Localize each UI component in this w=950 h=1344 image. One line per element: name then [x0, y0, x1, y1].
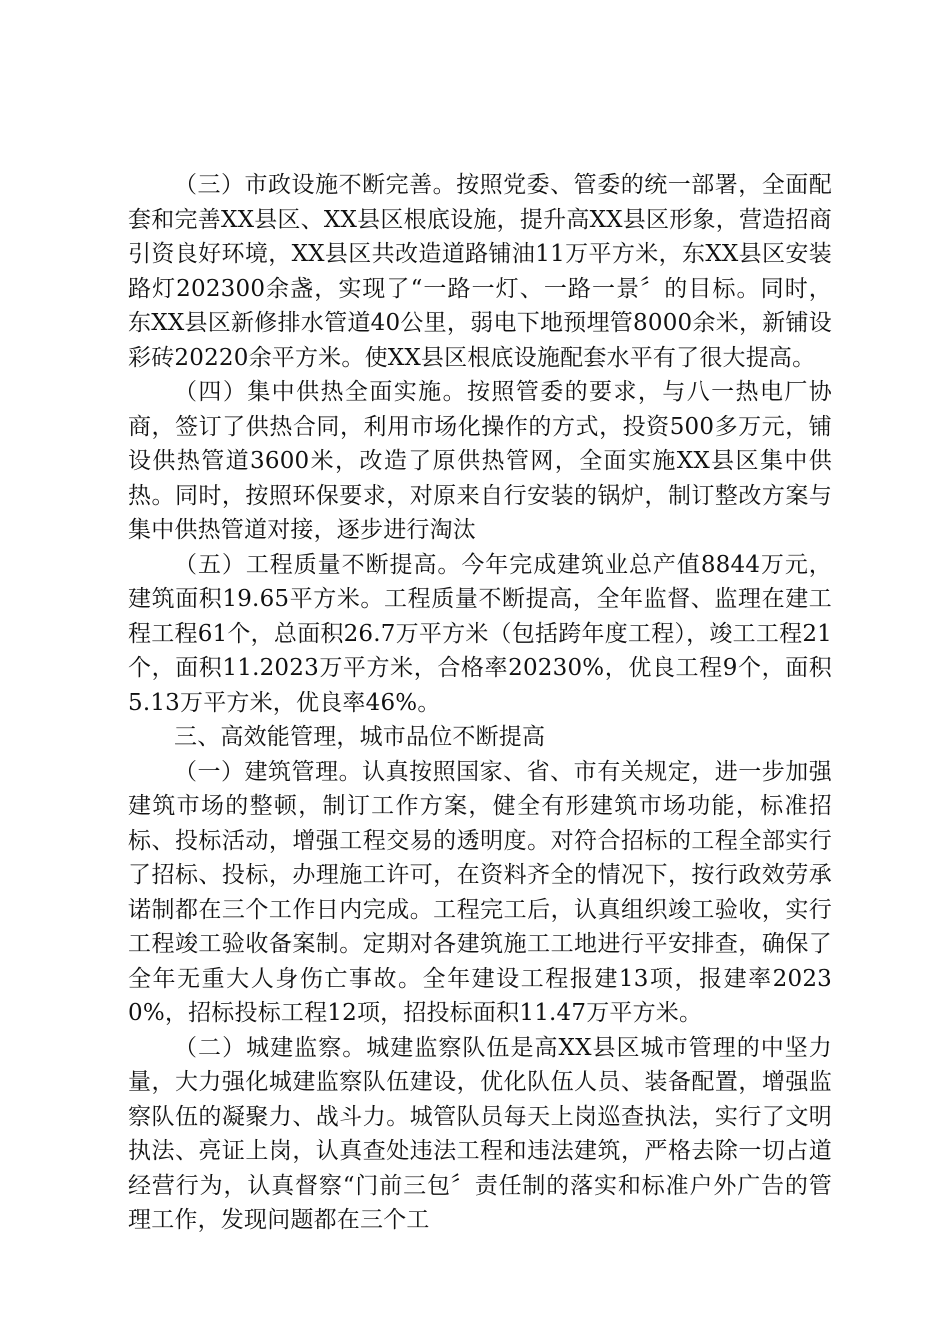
section-heading: 三、高效能管理，城市品位不断提高 [174, 724, 546, 750]
paragraph-municipal-facilities: （三）市政设施不断完善。按照党委、管委的统一部署，全面配套和完善XX县区、XX县区根底设施，提升高XX县区形象，营造招商引资良好环境，XX县区共改造道路铺油11万平方米，东XX县区安装路灯202300余盏，实现了“一路一灯、一路一景〞的目标。同时，东XX县区新修排水管道40公里，弱电下地预埋管8000余米，新铺设彩砖20220余平方米。使XX县区根底设施配套水平有了很大提高。 [128, 172, 832, 371]
paragraph-central-heating: （四）集中供热全面实施。按照管委的要求，与八一热电厂协商，签订了供热合同，利用市场化操作的方式，投资500多万元，铺设供热管道3600米，改造了原供热管网，全面实施XX县区集中供热。同时，按照环保要求，对原来自行安装的锅炉，制订整改方案与集中供热管道对接，逐步进行淘汰 [128, 379, 832, 543]
paragraph-urban-supervision: （二）城建监察。城建监察队伍是高XX县区城市管理的中坚力量，大力强化城建监察队伍建设，优化队伍人员、装备配置，增强监察队伍的凝聚力、战斗力。城管队员每天上岗巡查执法，实行了文明执法、亮证上岗，认真查处违法工程和违法建筑，严格去除一切占道经营行为，认真督察“门前三包〞责任制的落实和标准户外广告的管理工作，发现问题都在三个工 [128, 1034, 832, 1233]
document-body [128, 168, 832, 1238]
paragraph-construction-management: （一）建筑管理。认真按照国家、省、市有关规定，进一步加强建筑市场的整顿，制订工作方案，健全有形建筑市场功能，标准招标、投标活动，增强工程交易的透明度。对符合招标的工程全部实行了招标、投标，办理施工许可，在资料齐全的情况下，按行政效劳承诺制都在三个工作日内完成。工程完工后，认真组织竣工验收，实行工程竣工验收备案制。定期对各建筑施工工地进行平安排查，确保了全年无重大人身伤亡事故。全年建设工程报建13项，报建率20230%，招标投标工程12项，招投标面积11.47万平方米。 [128, 758, 832, 1026]
paragraph-engineering-quality: （五）工程质量不断提高。今年完成建筑业总产值8844万元，建筑面积19.65平方米。工程质量不断提高，全年监督、监理在建工程工程61个，总面积26.7万平方米（包括跨年度工程），竣工工程21个，面积11.2023万平方米，合格率20230%，优良工程9个，面积5.13万平方米，优良率46%。 [128, 551, 832, 716]
